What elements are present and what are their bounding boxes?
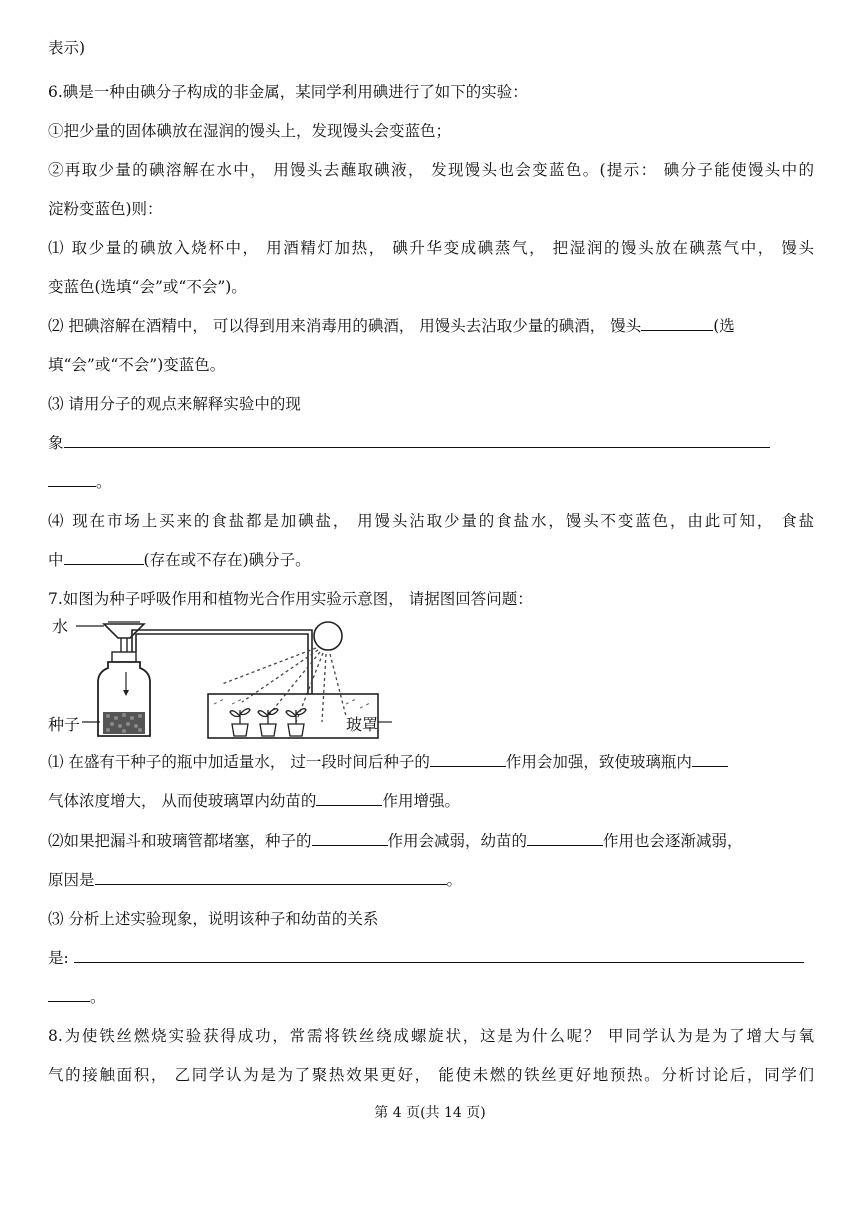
question-7-part-1-cont (48, 789, 814, 813)
question-text: 是: (48, 949, 74, 967)
question-text: 作用会加强，致使玻璃瓶内 (505, 753, 692, 771)
experiment-diagram-svg (46, 612, 396, 740)
question-text: (选 (713, 317, 735, 335)
question-text: 作用也会逐渐减弱， (603, 832, 743, 850)
question-text: 原因是 (48, 871, 95, 889)
question-text: ⑵ 把碘溶解在酒精中， 可以得到用来消毒用的碘酒， 用馒头去沾取少量的碘酒， 馒头 (48, 317, 642, 335)
answer-blank[interactable] (316, 789, 382, 806)
experiment-diagram (46, 612, 396, 740)
question-6-part-1: ⑴ 取少量的碘放入烧杯中， 用酒精灯加热， 碘升华变成碘蒸气， 把湿润的馒头放在碘蒸气中， 馒头 (48, 239, 814, 257)
figure-label-water: 水 (52, 617, 69, 636)
question-text: 作用会减弱，幼苗的 (387, 832, 528, 850)
answer-blank[interactable] (430, 750, 506, 767)
figure-label-cover: 玻罩 (346, 715, 379, 734)
question-6-step-2-cont: 淀粉变蓝色)则： (48, 200, 163, 218)
question-text: 象 (48, 434, 64, 452)
question-6-part-1-cont: 变蓝色(选填“会”或“不会”)。 (48, 278, 247, 296)
answer-blank[interactable] (641, 314, 713, 331)
question-7-part-3: ⑶ 分析上述实验现象，说明该种子和幼苗的关系 (48, 910, 379, 928)
question-8-cont: 气的接触面积， 乙同学认为是为了聚热效果更好， 能使未燃的铁丝更好地预热。分析讨论后，同学们 (48, 1066, 814, 1084)
question-6-step-1: ①把少量的固体碘放在湿润的馒头上，发现馒头会变蓝色； (48, 122, 452, 140)
question-text: 。 (90, 988, 106, 1006)
question-6-part-4: ⑷ 现在市场上买来的食盐都是加碘盐， 用馒头沾取少量的食盐水，馒头不变蓝色，由此可知， 食盐 (48, 512, 814, 530)
question-text: 。 (446, 871, 463, 889)
question-text: 气体浓度增大， 从而使玻璃罩内幼苗的 (48, 792, 317, 810)
question-text: ⑴ 在盛有干种子的瓶中加适量水， 过一段时间后种子的 (48, 753, 430, 771)
question-6-title: 6.碘是一种由碘分子构成的非金属，某同学利用碘进行了如下的实验： (48, 83, 528, 101)
answer-blank[interactable] (527, 829, 603, 846)
answer-blank[interactable] (64, 431, 770, 448)
question-7-part-2-cont (48, 868, 814, 892)
question-text: ⑵如果把漏斗和玻璃管都堵塞，种子的 (48, 832, 312, 850)
question-7-part-3-answer-cont (48, 985, 814, 1009)
question-7-title: 7.如图为种子呼吸作用和植物光合作用实验示意图， 请据图回答问题： (48, 590, 533, 608)
question-text: (存在或不存在)碘分子。 (143, 551, 311, 569)
answer-blank[interactable] (692, 750, 728, 767)
question-6-step-2: ②再取少量的碘溶解在水中， 用馒头去蘸取碘液， 发现馒头也会变蓝色。(提示： 碘分子能使馒头中的 (48, 161, 814, 179)
page-footer: 第 4 页(共 14 页) (374, 1105, 486, 1121)
question-7-part-2 (48, 829, 814, 853)
answer-blank[interactable] (95, 868, 447, 885)
question-6-part-2-cont: 填“会”或“不会”)变蓝色。 (48, 356, 226, 374)
question-6-part-2 (48, 314, 814, 338)
question-text: 中 (48, 551, 64, 569)
answer-blank[interactable] (48, 470, 96, 487)
answer-blank[interactable] (64, 548, 144, 565)
question-6-part-3-answer-cont (48, 470, 814, 494)
question-text: 作用增强。 (382, 792, 460, 810)
answer-blank[interactable] (48, 985, 90, 1002)
question-7-part-3-answer (48, 946, 814, 970)
text-line: 表示) (48, 39, 86, 57)
figure-label-seed: 种子 (48, 715, 81, 734)
question-text: 。 (96, 473, 112, 491)
answer-blank[interactable] (74, 946, 804, 963)
question-6-part-3: ⑶ 请用分子的观点来解释实验中的现 (48, 395, 301, 413)
answer-blank[interactable] (312, 829, 388, 846)
question-6-part-4-cont (48, 548, 814, 572)
question-7-part-1 (48, 750, 814, 774)
question-6-part-3-answer (48, 431, 814, 455)
question-8-title: 8.为使铁丝燃烧实验获得成功，常需将铁丝绕成螺旋状，这是为什么呢？ 甲同学认为是为了增大与氧 (48, 1027, 814, 1045)
